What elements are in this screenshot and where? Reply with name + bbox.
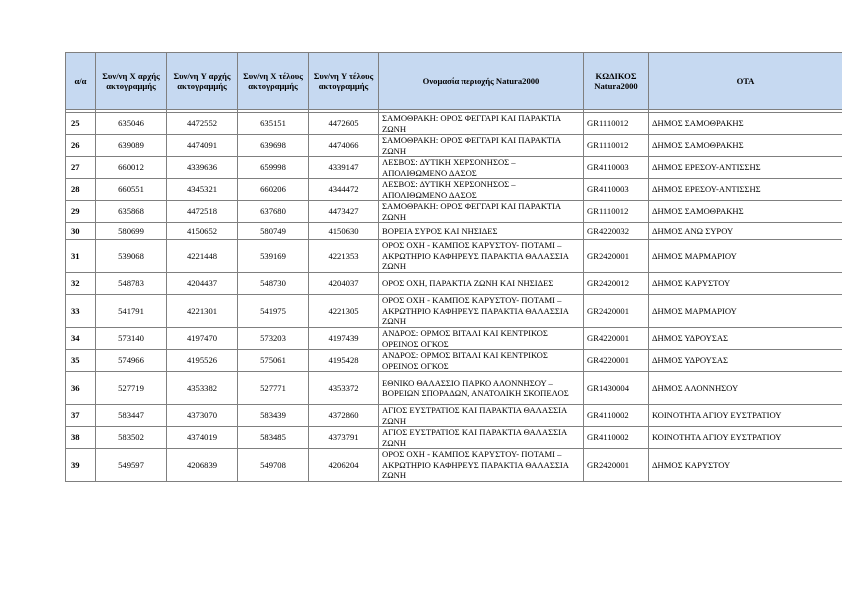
x-start-cell: 539068 [96,240,167,273]
row-number: 39 [66,449,96,482]
table-row [66,405,842,427]
area-name-cell: ΣΑΜΟΘΡΑΚΗ: ΟΡΟΣ ΦΕΓΓΑΡΙ ΚΑΙ ΠΑΡΑΚΤΙΑ ΖΩΝΗ [379,201,584,223]
row-number: 35 [66,350,96,372]
natura-code-cell: GR4220001 [584,350,649,372]
ota-cell: ΔΗΜΟΣ ΕΡΕΣΟΥ-ΑΝΤΙΣΣΗΣ [649,179,842,201]
y-start-cell: 4221448 [167,240,238,273]
x-start-cell: 541791 [96,295,167,328]
row-number: 31 [66,240,96,273]
y-start-cell: 4197470 [167,328,238,350]
area-name-cell: ΑΓΙΟΣ ΕΥΣΤΡΑΤΙΟΣ ΚΑΙ ΠΑΡΑΚΤΙΑ ΘΑΛΑΣΣΙΑ ΖΩΝΗ [379,427,584,449]
y-end-cell: 4221353 [309,240,379,273]
natura-code-cell: GR2420012 [584,273,649,295]
y-end-cell: 4472605 [309,113,379,135]
header-x-end: Συν/νη X τέλους ακτογραμμής [238,53,309,110]
table-row [66,135,842,157]
row-number: 34 [66,328,96,350]
x-start-cell: 580699 [96,223,167,240]
ota-cell: ΔΗΜΟΣ ΑΛΟΝΝΗΣΟΥ [649,372,842,405]
y-end-cell: 4197439 [309,328,379,350]
area-name-cell: ΑΓΙΟΣ ΕΥΣΤΡΑΤΙΟΣ ΚΑΙ ΠΑΡΑΚΤΙΑ ΘΑΛΑΣΣΙΑ ΖΩΝΗ [379,405,584,427]
x-start-cell: 583447 [96,405,167,427]
table-body [66,110,842,482]
y-end-cell: 4353372 [309,372,379,405]
table-row [66,427,842,449]
ota-cell: ΚΟΙΝΟΤΗΤΑ ΑΓΙΟΥ ΕΥΣΤΡΑΤΙΟΥ [649,427,842,449]
row-number: 25 [66,113,96,135]
area-name-cell: ΛΕΣΒΟΣ: ΔΥΤΙΚΗ ΧΕΡΣΟΝΗΣΟΣ – ΑΠΟΛΙΘΩΜΕΝΟ ΔΑΣΟΣ [379,157,584,179]
area-name-cell: ΟΡΟΣ ΟΧΗ, ΠΑΡΑΚΤΙΑ ΖΩΝΗ ΚΑΙ ΝΗΣΙΔΕΣ [379,273,584,295]
y-start-cell: 4345321 [167,179,238,201]
table-row [66,328,842,350]
ota-cell: ΔΗΜΟΣ ΜΑΡΜΑΡΙΟΥ [649,295,842,328]
table-row [66,449,842,482]
header-code: ΚΩΔΙΚΟΣ Natura2000 [584,53,649,110]
natura-code-cell: GR2420001 [584,449,649,482]
row-number: 38 [66,427,96,449]
x-start-cell: 583502 [96,427,167,449]
header-ota: ΟΤΑ [649,53,842,110]
y-end-cell: 4373791 [309,427,379,449]
header-row [66,53,842,110]
y-end-cell: 4206204 [309,449,379,482]
natura-code-cell: GR2420001 [584,240,649,273]
y-start-cell: 4373070 [167,405,238,427]
y-start-cell: 4150652 [167,223,238,240]
row-number: 36 [66,372,96,405]
table-row [66,240,842,273]
y-start-cell: 4204437 [167,273,238,295]
area-name-cell: ΑΝΔΡΟΣ: ΟΡΜΟΣ ΒΙΤΑΛΙ ΚΑΙ ΚΕΝΤΡΙΚΟΣ ΟΡΕΙΝΟΣ ΟΓΚΟΣ [379,350,584,372]
x-end-cell: 575061 [238,350,309,372]
x-start-cell: 548783 [96,273,167,295]
ota-cell: ΔΗΜΟΣ ΣΑΜΟΘΡΑΚΗΣ [649,135,842,157]
natura-code-cell: GR4110002 [584,405,649,427]
x-end-cell: 549708 [238,449,309,482]
x-start-cell: 549597 [96,449,167,482]
table-row [66,157,842,179]
x-end-cell: 580749 [238,223,309,240]
y-end-cell: 4372860 [309,405,379,427]
area-name-cell: ΒΟΡΕΙΑ ΣΥΡΟΣ ΚΑΙ ΝΗΣΙΔΕΣ [379,223,584,240]
area-name-cell: ΣΑΜΟΘΡΑΚΗ: ΟΡΟΣ ΦΕΓΓΑΡΙ ΚΑΙ ΠΑΡΑΚΤΙΑ ΖΩΝΗ [379,135,584,157]
y-start-cell: 4374019 [167,427,238,449]
ota-cell: ΔΗΜΟΣ ΣΑΜΟΘΡΑΚΗΣ [649,201,842,223]
ota-cell: ΔΗΜΟΣ ΑΝΩ ΣΥΡΟΥ [649,223,842,240]
row-number: 32 [66,273,96,295]
header-x-start: Συν/νη X αρχής ακτογραμμής [96,53,167,110]
area-name-cell: ΣΑΜΟΘΡΑΚΗ: ΟΡΟΣ ΦΕΓΓΑΡΙ ΚΑΙ ΠΑΡΑΚΤΙΑ ΖΩΝΗ [379,113,584,135]
header-y-end: Συν/νη Y τέλους ακτογραμμής [309,53,379,110]
y-start-cell: 4472552 [167,113,238,135]
natura-code-cell: GR4220032 [584,223,649,240]
row-number: 29 [66,201,96,223]
natura-coastline-table [65,52,842,482]
natura-code-cell: GR2420001 [584,295,649,328]
ota-cell: ΔΗΜΟΣ ΚΑΡΥΣΤΟΥ [649,449,842,482]
x-end-cell: 573203 [238,328,309,350]
area-name-cell: ΟΡΟΣ ΟΧΗ - ΚΑΜΠΟΣ ΚΑΡΥΣΤΟΥ- ΠΟΤΑΜΙ – ΑΚΡΩΤΗΡΙΟ ΚΑΦΗΡΕΥΣ ΠΑΡΑΚΤΙΑ ΘΑΛΑΣΣΙΑ ΖΩΝΗ [379,449,584,482]
area-name-cell: ΟΡΟΣ ΟΧΗ - ΚΑΜΠΟΣ ΚΑΡΥΣΤΟΥ- ΠΟΤΑΜΙ – ΑΚΡΩΤΗΡΙΟ ΚΑΦΗΡΕΥΣ ΠΑΡΑΚΤΙΑ ΘΑΛΑΣΣΙΑ ΖΩΝΗ [379,240,584,273]
natura-code-cell: GR4110003 [584,179,649,201]
header-aa: α/α [66,53,96,110]
ota-cell: ΔΗΜΟΣ ΜΑΡΜΑΡΙΟΥ [649,240,842,273]
x-end-cell: 548730 [238,273,309,295]
table-row [66,179,842,201]
x-end-cell: 660206 [238,179,309,201]
row-number: 28 [66,179,96,201]
y-end-cell: 4339147 [309,157,379,179]
natura-code-cell: GR4110002 [584,427,649,449]
x-start-cell: 573140 [96,328,167,350]
area-name-cell: ΕΘΝΙΚΟ ΘΑΛΑΣΣΙΟ ΠΑΡΚΟ ΑΛΟΝΝΗΣΟΥ – ΒΟΡΕΙΩΝ ΣΠΟΡΑΔΩΝ, ΑΝΑΤΟΛΙΚΗ ΣΚΟΠΕΛΟΣ [379,372,584,405]
row-number: 37 [66,405,96,427]
x-end-cell: 583485 [238,427,309,449]
x-end-cell: 635151 [238,113,309,135]
y-start-cell: 4221301 [167,295,238,328]
natura-code-cell: GR4110003 [584,157,649,179]
x-start-cell: 574966 [96,350,167,372]
y-end-cell: 4474066 [309,135,379,157]
table-row [66,372,842,405]
x-start-cell: 527719 [96,372,167,405]
natura-code-cell: GR1110012 [584,113,649,135]
row-number: 33 [66,295,96,328]
ota-cell: ΔΗΜΟΣ ΣΑΜΟΘΡΑΚΗΣ [649,113,842,135]
y-start-cell: 4206839 [167,449,238,482]
ota-cell: ΔΗΜΟΣ ΚΑΡΥΣΤΟΥ [649,273,842,295]
ota-cell: ΚΟΙΝΟΤΗΤΑ ΑΓΙΟΥ ΕΥΣΤΡΑΤΙΟΥ [649,405,842,427]
y-start-cell: 4339636 [167,157,238,179]
area-name-cell: ΛΕΣΒΟΣ: ΔΥΤΙΚΗ ΧΕΡΣΟΝΗΣΟΣ – ΑΠΟΛΙΘΩΜΕΝΟ ΔΑΣΟΣ [379,179,584,201]
table-row [66,273,842,295]
x-start-cell: 635046 [96,113,167,135]
y-end-cell: 4221305 [309,295,379,328]
area-name-cell: ΑΝΔΡΟΣ: ΟΡΜΟΣ ΒΙΤΑΛΙ ΚΑΙ ΚΕΝΤΡΙΚΟΣ ΟΡΕΙΝΟΣ ΟΓΚΟΣ [379,328,584,350]
ota-cell: ΔΗΜΟΣ ΥΔΡΟΥΣΑΣ [649,328,842,350]
table-header [66,53,842,110]
natura-code-cell: GR4220001 [584,328,649,350]
y-start-cell: 4353382 [167,372,238,405]
y-end-cell: 4344472 [309,179,379,201]
x-start-cell: 660551 [96,179,167,201]
row-number: 26 [66,135,96,157]
header-area-name: Ονομασία περιοχής Natura2000 [379,53,584,110]
table-row [66,295,842,328]
y-start-cell: 4472518 [167,201,238,223]
natura-code-cell: GR1110012 [584,135,649,157]
table-row [66,201,842,223]
table-row [66,223,842,240]
y-start-cell: 4195526 [167,350,238,372]
y-end-cell: 4195428 [309,350,379,372]
row-number: 27 [66,157,96,179]
x-end-cell: 583439 [238,405,309,427]
x-end-cell: 539169 [238,240,309,273]
natura-code-cell: GR1110012 [584,201,649,223]
x-start-cell: 639089 [96,135,167,157]
header-y-start: Συν/νη Y αρχής ακτογραμμής [167,53,238,110]
ota-cell: ΔΗΜΟΣ ΥΔΡΟΥΣΑΣ [649,350,842,372]
area-name-cell: ΟΡΟΣ ΟΧΗ - ΚΑΜΠΟΣ ΚΑΡΥΣΤΟΥ- ΠΟΤΑΜΙ – ΑΚΡΩΤΗΡΙΟ ΚΑΦΗΡΕΥΣ ΠΑΡΑΚΤΙΑ ΘΑΛΑΣΣΙΑ ΖΩΝΗ [379,295,584,328]
ota-cell: ΔΗΜΟΣ ΕΡΕΣΟΥ-ΑΝΤΙΣΣΗΣ [649,157,842,179]
row-number: 30 [66,223,96,240]
x-end-cell: 541975 [238,295,309,328]
x-end-cell: 639698 [238,135,309,157]
x-end-cell: 659998 [238,157,309,179]
x-end-cell: 527771 [238,372,309,405]
x-end-cell: 637680 [238,201,309,223]
y-end-cell: 4204037 [309,273,379,295]
table-row [66,350,842,372]
y-start-cell: 4474091 [167,135,238,157]
y-end-cell: 4150630 [309,223,379,240]
y-end-cell: 4473427 [309,201,379,223]
table-row [66,113,842,135]
x-start-cell: 660012 [96,157,167,179]
natura-code-cell: GR1430004 [584,372,649,405]
x-start-cell: 635868 [96,201,167,223]
